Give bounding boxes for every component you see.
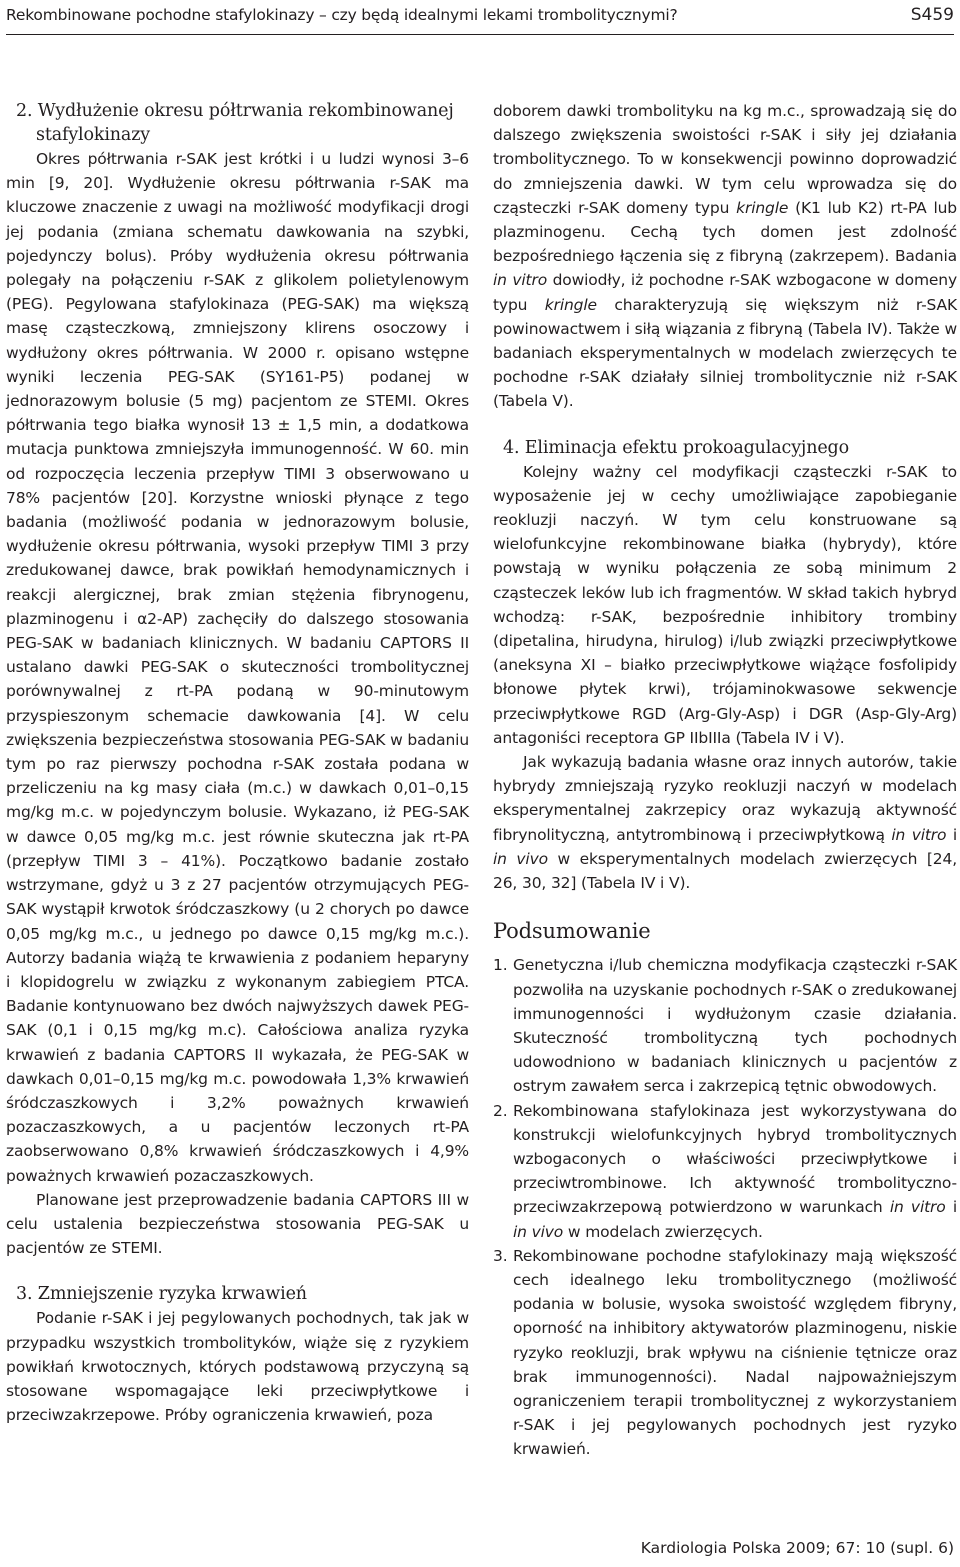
section-2-heading: 2. Wydłużenie okresu półtrwania rekombinowanej stafylokinazy	[16, 101, 454, 145]
section-2-paragraph-1: Okres półtrwania r-SAK jest krótki i u ludzi wynosi 3–6 min [9, 20]. Wydłużenie okresu półtrwania r-SAK ma kluczowe znaczenie z uwagi na możliwość modyfikacji drogi jej podania (zmiana schematu dawkowania na szybki, pojedynczy bolus). Próby wydłużenia okresu półtrwania polegały na połączeniu r-SAK z glikolem polietylenowym (PEG). Pegylowana stafylokinaza (PEG-SAK) ma większą masę cząsteczkową, zmniejszony klirens osoczowy i wydłużony okres półtrwania. W 2000 r. opisano wstępne wyniki leczenia PEG-SAK (SY161-P5) podanej w jednorazowym bolusie (5 mg) pacjentom ze STEMI. Okres półtrwania tego białka wynosił 13 ± 1,5 min, a dodatkowa mutacja punktowa zmniejszyła immunogenność. W 60. min od rozpoczęcia leczenia przepływ TIMI 3 obserwowano u 78% pacjentów [20]. Korzystne wnioski płynące z tego badania (możliwość podania w jednorazowym bolusie, wydłużenie okresu półtrwania, wysoki przepływ TIMI 3 przy zredukowanej dawce, brak powikłań hemodynamicznych i reakcji alergicznej, brak zmian stężenia fibrynogenu, plazminogenu i α2-AP) zachęciły do dalszego stosowania PEG-SAK w badaniach klinicznych. W badaniu CAPTORS II ustalano dawki PEG-SAK o skuteczności trombolitycznej porównywalnej z rt-PA podaną w 90-minutowym przyspieszonym schemacie dawkowania [4]. W celu zwiększenia bezpieczeństwa stosowania PEG-SAK w badaniu tym po raz pierwszy pochodna r-SAK została podana w przeliczeniu na kg masy ciała (m.c.) w dawkach 0,01–0,15 mg/kg m.c. w pojedynczym bolusie. Wykazano, iż PEG-SAK w dawce 0,05 mg/kg m.c. jest równie skuteczna jak rt-PA (przepływ TIMI 3 – 41%). Początkowo badanie zostało wstrzymane, gdyż u 3 z 27 pacjentów otrzymujących PEG-SAK wystąpił krwotok śródczaszkowy (u 2 chorych po dawce 0,05 mg/kg m.c., u jednego po dawce 0,15 mg/kg m.c.). Autorzy badania wiążą te krwawienia z podaniem heparyny i klopidogrelu w związku z wykonanym zabiegiem PTCA. Badanie kontynuowano bez dwóch najwyższych dawek PEG-SAK (0,1 i 0,15 mg/kg m.c). Całościowa analiza ryzyka krwawień z badania CAPTORS II wykazała, że PEG-SAK w dawkach 0,01–0,15 mg/kg m.c. powodowała 1,3% krwawień śródczaszkowych i 3,2% poważnych krwawień pozaczaszkowych, a u pacjentów leczonych rt-PA zaobserwowano 0,8% krwawień śródczaszkowych i 4,9% poważnych krwawień pozaczaszkowych.	[6, 150, 469, 1185]
section-3-paragraph-1: Podanie r-SAK i jej pegylowanych pochodnych, tak jak w przypadku wszystkich trombolityków, wiąże się z ryzykiem powikłań krwotocznych, których podstawową przyczyną są stosowane wspomagające leki przeciwpłytkowe i przeciwzakrzepowe. Próby ograniczenia krwawień, poza	[6, 1309, 469, 1425]
section-3-continued-paragraph: doborem dawki trombolityku na kg m.c., sprowadzają się do dalszego zwiększenia swoistości r-SAK i siły jej działania trombolitycznego. To w konsekwencji powinno doprowadzić do zmniejszenia dawki. W tym celu wprowadza się do cząsteczki r-SAK domeny typu kringle (K1 lub K2) rt-PA lub plazminogenu. Cechą tych domen jest zdolność bezpośredniego łączenia się z fibryną (zakrzepem). Badania in vitro dowiodły, iż pochodne r-SAK wzbogacone w domeny typu kringle charakteryzują się większym niż r-SAK powinowactwem i siłą wiązania z fibryną (Tabela IV). Także w badaniach eksperymentalnych w modelach zwierzęcych te pochodne r-SAK działały silniej trombolitycznie niż r-SAK (Tabela V).	[493, 102, 957, 411]
conclusions-list	[493, 953, 957, 1461]
section-4-paragraph-1: Kolejny ważny cel modyfikacji cząsteczki r-SAK to wyposażenie jej w cechy umożliwiające zapobieganie reokluzji naczyń. W tym celu konstruowane są wielofunkcyjne rekombinowane białka (hybrydy), które powstają w wyniku połączenia ze sobą minimum 2 cząsteczek leków lub ich fragmentów. W skład takich hybryd wchodzą: r-SAK, bezpośrednie inhibitory trombiny (dipetalina, hirudyna, hirulog) i/lub związki przeciwpłytkowe (aneksyna XI – białko przeciwpłytkowe wiążące fosfolipidy błonowe płytek krwi), trójaminokwasowe sekwencje przeciwpłytkowe RGD (Arg-Gly-Asp) i DGR (Asp-Gly-Arg) antagoniści receptora GP IIbIIIa (Tabela IV i V).	[493, 462, 957, 747]
section-4-paragraph-2: Jak wykazują badania własne oraz innych autorów, takie hybrydy zmniejszają ryzyko reokluzji naczyń w modelach eksperymentalnej zakrzepicy oraz wykazują aktywność fibrynolityczną, antytrombinową i przeciwpłytkową in vitro i in vivo w eksperymentalnych modelach zwierzęcych [24, 26, 30, 32] (Tabela IV i V).	[493, 753, 957, 893]
right-column	[493, 99, 957, 1462]
left-column	[6, 99, 469, 1427]
running-title: Rekombinowane pochodne stafylokinazy – czy będą idealnymi lekami trombolitycznymi?	[6, 6, 678, 24]
conclusion-item: 1. Genetyczna i/lub chemiczna modyfikacja cząsteczki r-SAK pozwoliła na uzyskanie pochodnych r-SAK o zredukowanej immunogenności i wydłużonym czasie działania. Skuteczność trombolityczną tych pochodnych udowodniono w badaniach klinicznych u pacjentów z ostrym zawałem serca i zakrzepicą tętnic obwodowych.	[493, 956, 957, 1096]
section-2-paragraph-2: Planowane jest przeprowadzenie badania CAPTORS III w celu ustalenia bezpieczeństwa stosowania PEG-SAK u pacjentów ze STEMI.	[6, 1190, 469, 1258]
running-header	[6, 4, 954, 35]
conclusion-item: 3. Rekombinowane pochodne stafylokinazy mają większość cech idealnego leku trombolitycznego (możliwość podania w bolusie, wysoka swoistość względem fibryny, oporność na inhibitory aktywatorów plazminogenu, niskie ryzyko reokluzji, brak wpływu na ciśnienie tętnicze oraz brak immunogenności). Nadal najpoważniejszym ograniczeniem terapii trombolitycznej z wykorzystaniem r-SAK i jej pegylowanych pochodnych jest ryzyko krwawień.	[493, 1246, 957, 1459]
conclusion-item: 2. Rekombinowana stafylokinaza jest wykorzystywana do konstrukcji wielofunkcyjnych hybryd trombolitycznych wzbogaconych o właściwości przeciwpłytkowe i przeciwtrombinowe. Ich aktywność trombolityczno-przeciwzakrzepową potwierdzono w warunkach in vitro i in vivo w modelach zwierzęcych.	[493, 1101, 957, 1241]
summary-heading: Podsumowanie	[493, 919, 651, 944]
section-4-heading: 4. Eliminacja efektu prokoagulacyjnego	[503, 437, 849, 458]
page-number: S459	[910, 5, 954, 25]
section-3-heading: 3. Zmniejszenie ryzyka krwawień	[16, 1284, 307, 1305]
journal-citation: Kardiologia Polska 2009; 67: 10 (supl. 6)	[640, 1539, 954, 1557]
